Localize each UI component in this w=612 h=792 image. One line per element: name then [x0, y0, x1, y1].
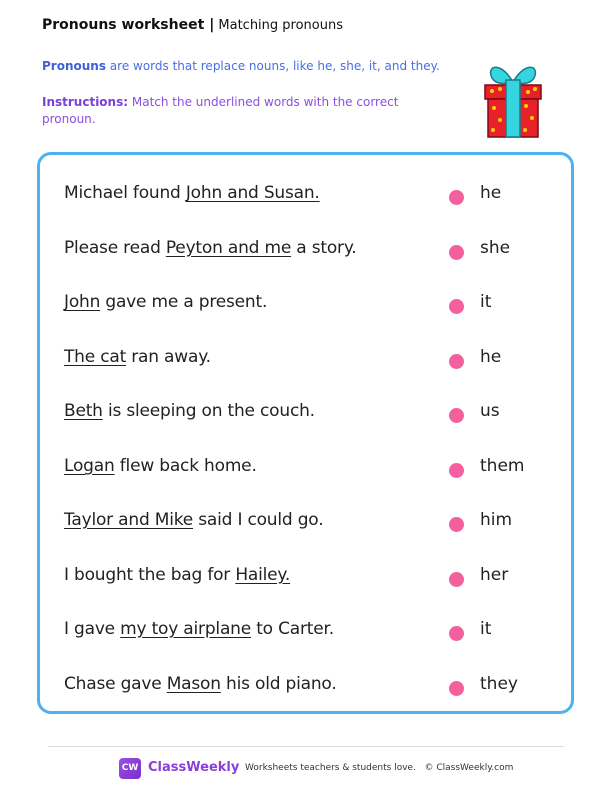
match-dot[interactable] — [449, 245, 464, 260]
match-dot[interactable] — [449, 517, 464, 532]
intro-body: are words that replace nouns, like he, she, it, and they. — [105, 59, 440, 73]
underlined-words: Peyton and me — [165, 238, 292, 258]
match-row — [64, 507, 564, 537]
pronoun-option[interactable]: she — [480, 238, 511, 258]
pronoun-option[interactable]: him — [480, 510, 513, 530]
match-row — [64, 616, 564, 646]
title-main: Pronouns worksheet — [42, 17, 205, 33]
title-separator: | — [209, 17, 215, 33]
match-dot[interactable] — [449, 572, 464, 587]
underlined-words: John and Susan. — [185, 183, 320, 203]
pronoun-option[interactable]: they — [480, 674, 518, 694]
sentence: Taylor and Mike said I could go. — [64, 510, 324, 530]
match-row — [64, 180, 564, 210]
match-dot[interactable] — [449, 190, 464, 205]
brand-name: ClassWeekly — [148, 760, 240, 775]
pronoun-option[interactable]: he — [480, 347, 502, 367]
match-dot[interactable] — [449, 299, 464, 314]
pronoun-option[interactable]: he — [480, 183, 502, 203]
sentence: I gave my toy airplane to Carter. — [64, 619, 334, 639]
pronoun-option[interactable]: them — [480, 456, 525, 476]
match-dot[interactable] — [449, 354, 464, 369]
intro-term: Pronouns — [42, 59, 106, 73]
worksheet-title — [42, 17, 343, 33]
instructions-label: Instructions: — [42, 95, 129, 109]
underlined-words: Mason — [166, 674, 221, 694]
sentence: Please read Peyton and me a story. — [64, 238, 357, 258]
pronoun-option[interactable]: it — [480, 292, 492, 312]
sentence: Beth is sleeping on the couch. — [64, 401, 315, 421]
copyright: © ClassWeekly.com — [424, 763, 514, 773]
match-row — [64, 344, 564, 374]
underlined-words: my toy airplane — [120, 619, 252, 639]
match-row — [64, 671, 564, 701]
footer-tagline: Worksheets teachers & students love. © ClassWeekly.com — [245, 763, 514, 773]
underlined-words: Taylor and Mike — [64, 510, 194, 530]
gift-box-icon — [478, 58, 548, 140]
pronoun-option[interactable]: it — [480, 619, 492, 639]
footer-divider — [48, 746, 564, 747]
instructions-body: Match the underlined words with the correct pronoun. — [42, 95, 399, 126]
match-dot[interactable] — [449, 408, 464, 423]
underlined-words: John — [64, 292, 101, 312]
match-row — [64, 562, 564, 592]
underlined-words: Hailey. — [235, 565, 291, 585]
intro-text — [42, 58, 442, 75]
sentence: Chase gave Mason his old piano. — [64, 674, 337, 694]
sentence: Logan flew back home. — [64, 456, 257, 476]
sentence: I bought the bag for Hailey. — [64, 565, 291, 585]
match-dot[interactable] — [449, 681, 464, 696]
match-row — [64, 453, 564, 483]
match-row — [64, 398, 564, 428]
match-dot[interactable] — [449, 463, 464, 478]
title-subtitle: Matching pronouns — [218, 18, 344, 33]
pronoun-option[interactable]: us — [480, 401, 500, 421]
sentence: The cat ran away. — [64, 347, 211, 367]
underlined-words: Logan — [64, 456, 115, 476]
underlined-words: Beth — [64, 401, 103, 421]
underlined-words: The cat — [64, 347, 127, 367]
match-row — [64, 235, 564, 265]
instructions — [42, 94, 422, 128]
match-dot[interactable] — [449, 626, 464, 641]
classweekly-logo-icon: CW — [119, 758, 141, 779]
pronoun-option[interactable]: her — [480, 565, 509, 585]
match-row — [64, 289, 564, 319]
sentence: Michael found John and Susan. — [64, 183, 320, 203]
sentence: John gave me a present. — [64, 292, 268, 312]
